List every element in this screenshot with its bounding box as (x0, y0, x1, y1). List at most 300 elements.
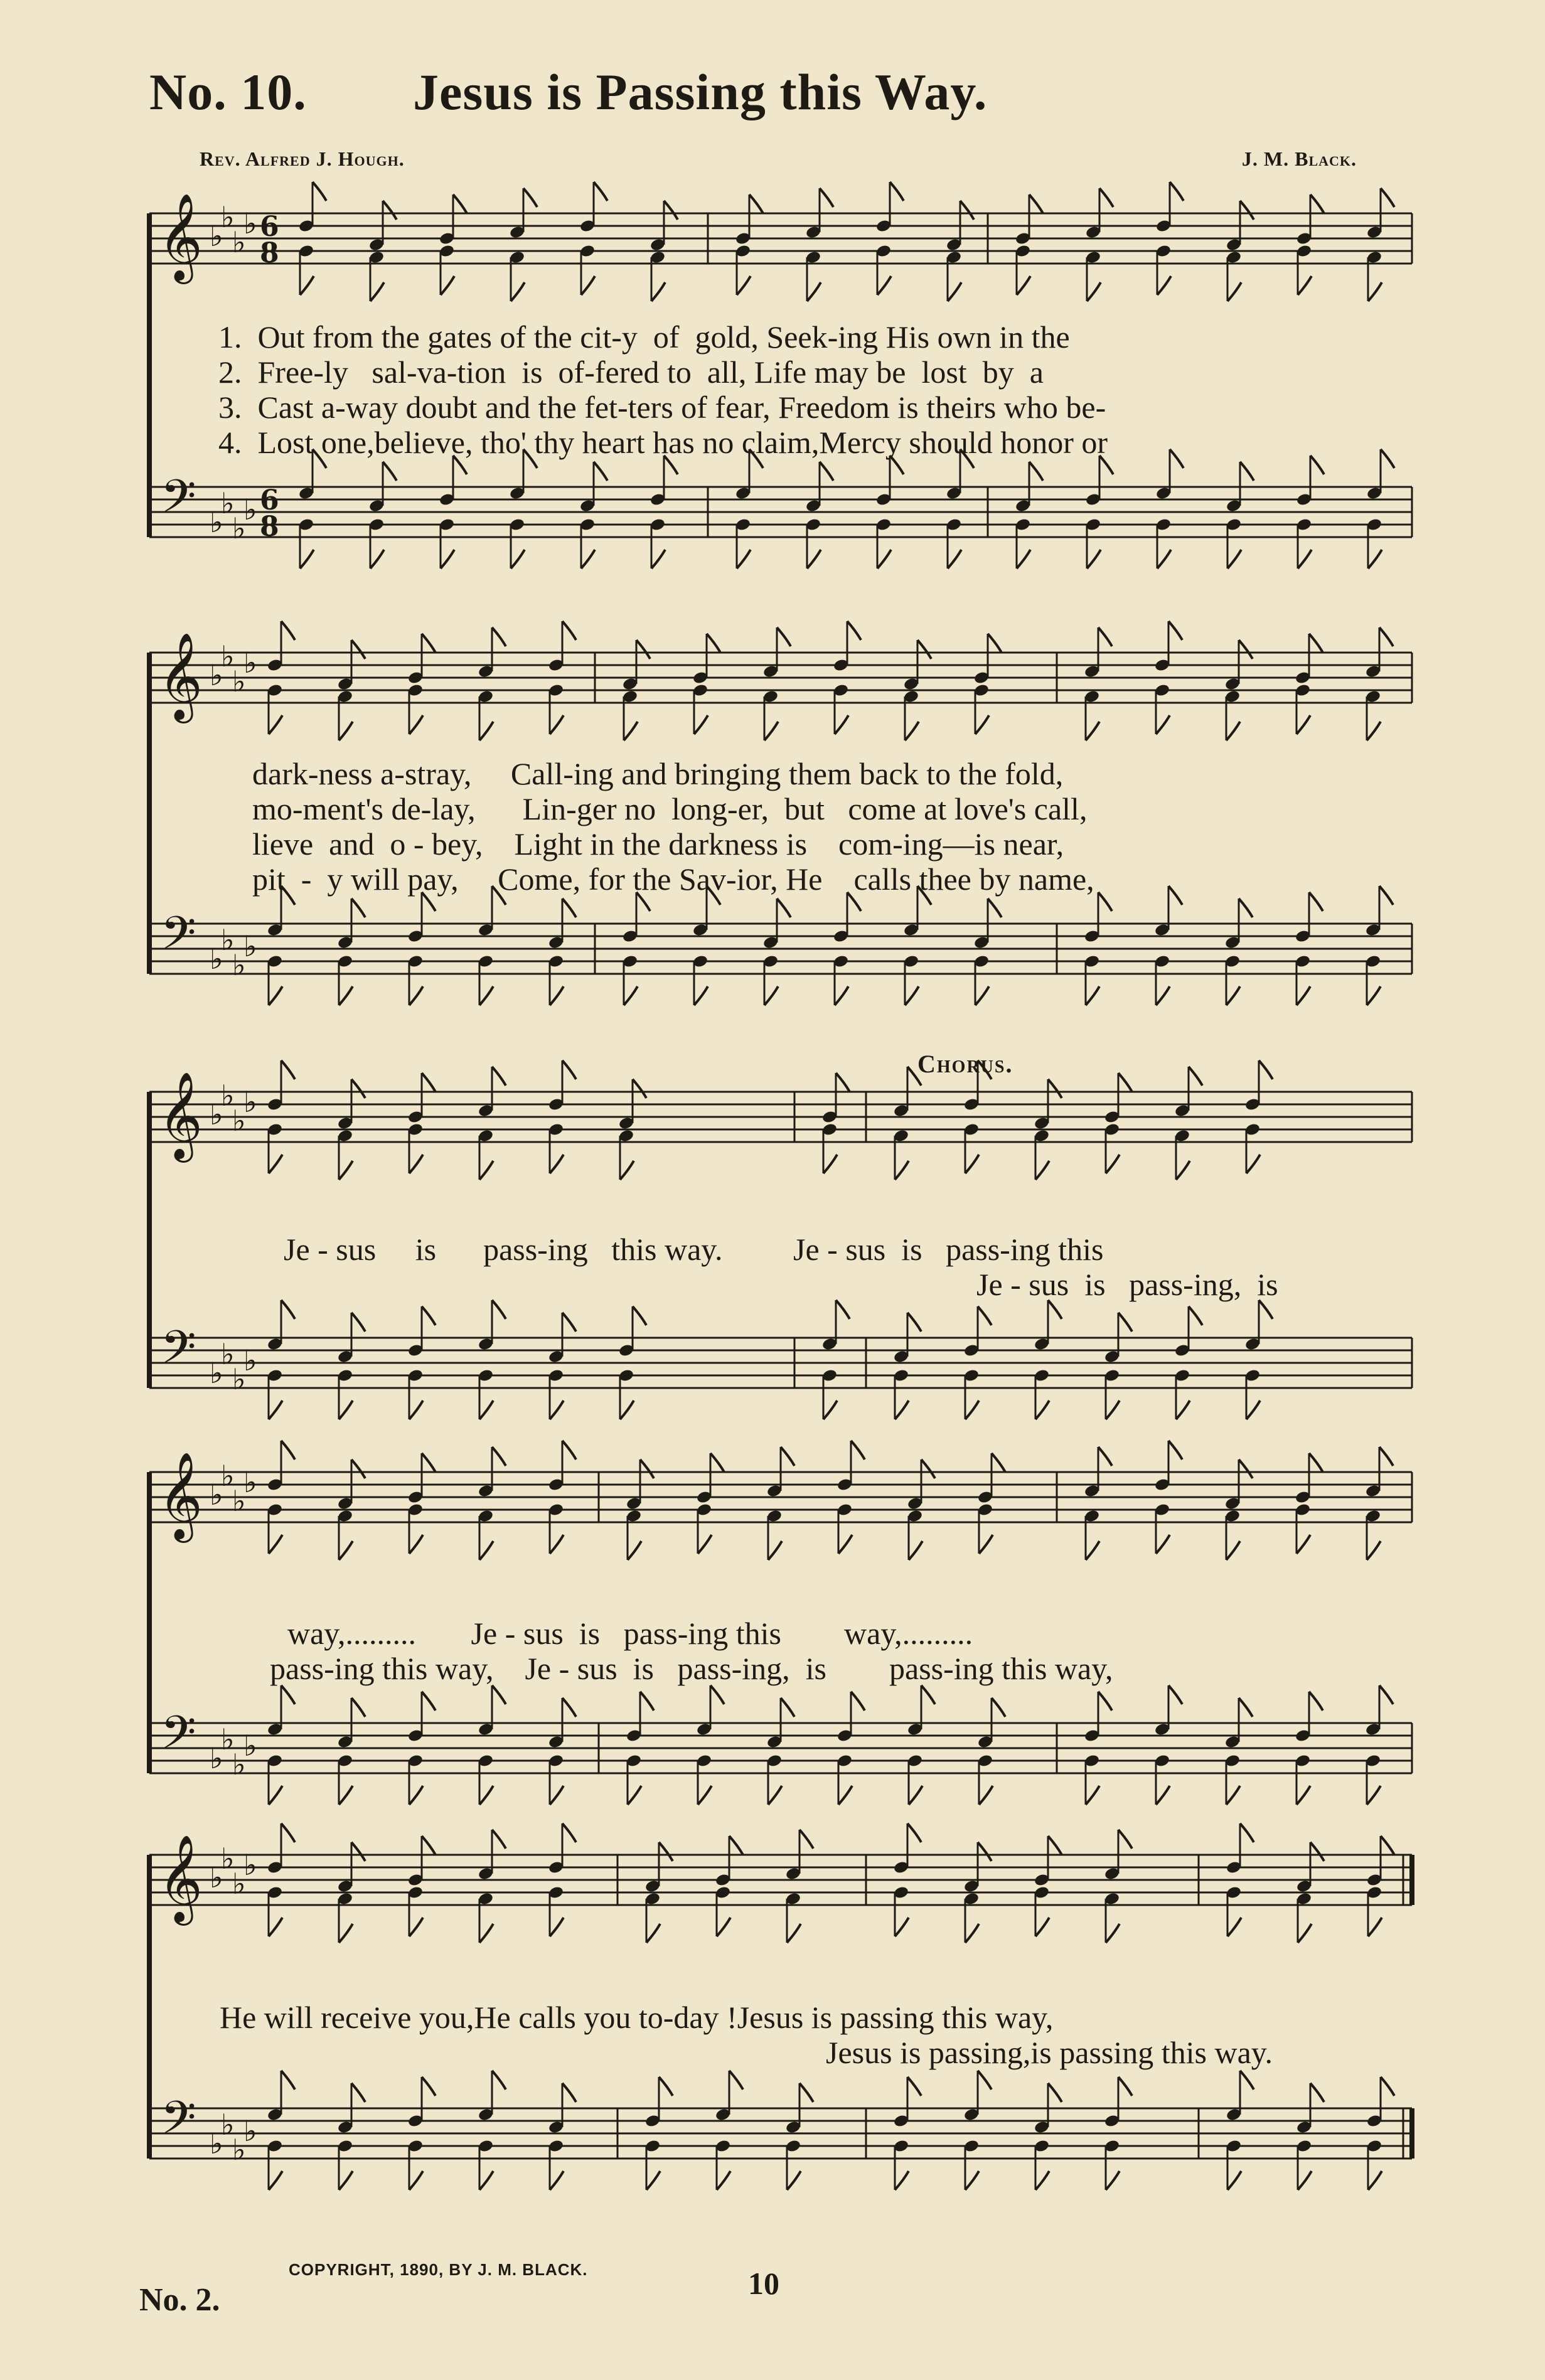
system-2-soprano-note-flag (422, 634, 436, 653)
system-5-soprano-note-flag (659, 1842, 673, 1861)
system-3-soprano-note-flag (351, 1079, 365, 1098)
system-5-soprano-note-flag (729, 1836, 743, 1855)
system-3-soprano-note-flag (562, 1060, 576, 1079)
system-5-alto-note-flag (1106, 1924, 1120, 1943)
system-5-bass-note-flag (269, 2171, 282, 2190)
system-4-bass-note-flag (1296, 1786, 1310, 1805)
chorus-row-1-upper: Je - sus is pass-ing this way. Je - sus is pass-ing this (284, 1232, 1104, 1267)
system-2-alto-note-flag (269, 715, 282, 734)
system-1-soprano-note-flag (820, 188, 833, 207)
system-3-tenor-note-flag (1189, 1306, 1202, 1325)
chorus-row-2-lower: pass-ing this way, Je - sus is pass-ing, is pass-ing this way, (270, 1651, 1113, 1686)
system-4-soprano-note-flag (1098, 1447, 1112, 1466)
system-5-alto-note-flag (409, 1918, 423, 1936)
system-1-tenor-note-flag (1029, 462, 1043, 481)
system-1-alto-note-flag (1368, 282, 1382, 301)
system-4-treble-clef: 𝄞 (158, 1452, 203, 1539)
system-3-bass-note-flag (965, 1401, 979, 1419)
system-5-bass-note-flag (339, 2171, 353, 2190)
system-1-bass-note-flag (1368, 550, 1382, 568)
system-4-soprano-note-flag (992, 1453, 1005, 1472)
system-5-bass-note-flag (895, 2171, 909, 2190)
chorus-label: Chorus. (917, 1050, 1013, 1078)
system-4-soprano-note-flag (640, 1459, 654, 1478)
system-3-alto-note-flag (339, 1161, 353, 1180)
system-3-bass-note-flag (339, 1401, 353, 1419)
system-4-soprano-note-flag (851, 1441, 865, 1459)
system-3-tenor-note-flag (422, 1306, 436, 1325)
system-4-tenor-note-flag (710, 1685, 724, 1704)
system-5-alto-note-flag (1227, 1918, 1241, 1936)
system-2-tenor-note-flag (988, 899, 1002, 917)
copyright-notice: COPYRIGHT, 1890, BY J. M. BLACK. (289, 2260, 588, 2279)
system-1-alto-note-flag (1157, 276, 1171, 295)
system-4-tenor-note-flag (351, 1698, 365, 1717)
system-4-bass-note-flag (339, 1786, 353, 1805)
system-2-bass-note-flag (624, 986, 638, 1005)
system-1-bass-note-flag (651, 550, 665, 568)
system-1-alto-note-flag (300, 276, 314, 295)
system-1-soprano-note-flag (383, 201, 397, 220)
system-2-soprano-note-flag (492, 627, 506, 646)
system-2-alto-note-flag (1226, 722, 1240, 740)
system-2-bass-note-flag (1156, 986, 1170, 1005)
system-5-bass-key: ♭ (210, 2127, 223, 2160)
system-2-treble-key: ♭ (221, 639, 235, 673)
system-5-soprano-note-flag (281, 1823, 295, 1842)
system-2-bass-note-flag (1296, 986, 1310, 1005)
system-4-alto-note-flag (979, 1535, 993, 1554)
system-4-bass-note-flag (909, 1786, 922, 1805)
system-3-bass-note-flag (823, 1401, 837, 1419)
system-2-tenor-note-flag (1168, 886, 1182, 905)
system-4-bass-note-flag (1367, 1786, 1381, 1805)
system-2-alto-note-flag (1156, 715, 1170, 734)
system-1-treble-key: ♭ (210, 219, 223, 253)
system-2-soprano-note-flag (562, 621, 576, 640)
system-5-bass-note-flag (1368, 2171, 1382, 2190)
system-1-tenor-note-flag (1310, 456, 1324, 474)
system-5-alto-note-flag (339, 1924, 353, 1943)
system-5-alto-note-flag (479, 1924, 493, 1943)
system-5-soprano-note-flag (562, 1823, 576, 1842)
system-5-tenor-note-flag (1048, 2083, 1062, 2102)
system-2-treble-key: ♭ (243, 646, 257, 680)
system-1-treble-clef: 𝄞 (158, 193, 203, 280)
system-3-alto-note-flag (1106, 1155, 1120, 1173)
system-4-soprano-note-flag (1168, 1441, 1182, 1459)
system-1-alto-note-flag (651, 282, 665, 301)
system-2-soprano-note-flag (1098, 627, 1112, 646)
system-3-treble-clef: 𝄞 (158, 1072, 203, 1159)
system-5-soprano-note-flag (492, 1830, 506, 1849)
system-5-alto-note-flag (717, 1918, 730, 1936)
system-1-alto-note-flag (441, 276, 454, 295)
system-1-bass-note-flag (948, 550, 961, 568)
system-4-soprano-note-flag (1239, 1459, 1253, 1478)
system-1-bass-note-flag (441, 550, 454, 568)
system-4-bass-note-flag (979, 1786, 993, 1805)
system-4-alto-note-flag (909, 1541, 922, 1560)
system-4-alto-note-flag (1086, 1541, 1099, 1560)
system-2-alto-note-flag (624, 722, 638, 740)
system-3-tenor-note-flag (978, 1306, 992, 1325)
system-5-bass-note-flag (1298, 2171, 1312, 2190)
system-4-bass-key: ♭ (243, 1729, 257, 1763)
verse-2-line-1: 2. Free-ly sal-va-tion is of-fered to all, Life may be lost by a (218, 355, 1044, 390)
system-4-bass-note-flag (1226, 1786, 1240, 1805)
system-5-tenor-note-flag (907, 2077, 921, 2096)
system-5-tenor-note-flag (1381, 2077, 1394, 2096)
system-1-alto-note-flag (1298, 276, 1312, 295)
system-2-bass-note-flag (1086, 986, 1099, 1005)
system-1-bass-note-flag (1298, 550, 1312, 568)
system-4-bass-note-flag (1156, 1786, 1170, 1805)
system-2-soprano-note-flag (988, 634, 1002, 653)
system-4-alto-note-flag (409, 1535, 423, 1554)
system-2-alto-note-flag (1367, 722, 1381, 740)
system-5-bass-note-flag (550, 2171, 564, 2190)
system-5-soprano-note-flag (799, 1830, 813, 1849)
system-2-bass-key: ♭ (232, 948, 246, 982)
system-4-treble-key: ♭ (243, 1465, 257, 1499)
system-4-bass-note-flag (1086, 1786, 1099, 1805)
system-5-tenor-note-flag (1240, 2071, 1254, 2089)
system-2-soprano-note-flag (351, 640, 365, 659)
system-4-alto-note-flag (698, 1535, 712, 1554)
system-4-bass-note-flag (479, 1786, 493, 1805)
system-5-treble-key: ♭ (243, 1848, 257, 1882)
system-4-bass-note-flag (628, 1786, 641, 1805)
system-3-tenor-note-flag (907, 1313, 921, 1331)
system-3-soprano-note-flag (1259, 1060, 1273, 1079)
system-4-alto-note-flag (768, 1541, 782, 1560)
author-credit: Rev. Alfred J. Hough. (200, 147, 405, 170)
system-1-alto-note-flag (511, 282, 525, 301)
system-4-tenor-note-flag (921, 1685, 935, 1704)
system-2-bass-clef: 𝄢 (161, 906, 196, 971)
system-3-soprano-note-flag (492, 1067, 506, 1086)
system-1-bass-time: 8 (260, 511, 279, 543)
system-3-bass-note-flag (1176, 1401, 1190, 1419)
verse-1-line-2: dark-ness a-stray, Call-ing and bringing them back to the fold, (252, 756, 1064, 791)
system-2-bass-note-flag (835, 986, 848, 1005)
system-2-soprano-note-flag (1168, 621, 1182, 640)
system-5-bass-note-flag (646, 2171, 660, 2190)
system-3-alto-note-flag (409, 1155, 423, 1173)
system-5-alto-note-flag (787, 1924, 801, 1943)
system-4-tenor-note-flag (1379, 1685, 1393, 1704)
system-5-tenor-note-flag (422, 2077, 436, 2096)
system-1-bass-note-flag (1157, 550, 1171, 568)
system-1-soprano-note-flag (1381, 188, 1394, 207)
system-2-bass-note-flag (339, 986, 353, 1005)
system-2-alto-note-flag (905, 722, 919, 740)
system-3-tenor-note-flag (1259, 1300, 1273, 1319)
system-3-treble-key: ♭ (221, 1079, 235, 1113)
system-4-bass-key: ♭ (232, 1748, 246, 1781)
system-5-soprano-note-flag (978, 1842, 992, 1861)
system-1-alto-note-flag (1227, 282, 1241, 301)
system-2-soprano-note-flag (1379, 627, 1393, 646)
system-2-alto-note-flag (409, 715, 423, 734)
system-1-bass-note-flag (370, 550, 384, 568)
system-3-tenor-note-flag (492, 1300, 506, 1319)
system-1-tenor-note-flag (594, 462, 607, 481)
system-4-soprano-note-flag (281, 1441, 295, 1459)
system-5-bass-note-flag (1106, 2171, 1120, 2190)
system-4-bass-note-flag (409, 1786, 423, 1805)
system-5-bass-note-flag (409, 2171, 423, 2190)
system-3-bass-note-flag (479, 1401, 493, 1419)
system-3-treble-key: ♭ (243, 1085, 257, 1119)
system-4-tenor-note-flag (562, 1698, 576, 1717)
system-1-tenor-note-flag (1240, 462, 1254, 481)
system-5-tenor-note-flag (1118, 2077, 1132, 2096)
system-1-bass-note-flag (1017, 550, 1030, 568)
system-1-bass-key: ♭ (221, 486, 235, 520)
system-3-soprano-note-flag (836, 1073, 850, 1092)
system-3-alto-note-flag (895, 1161, 909, 1180)
system-4-soprano-note-flag (422, 1453, 436, 1472)
system-3-tenor-note-flag (1118, 1313, 1132, 1331)
system-3-bass-note-flag (269, 1401, 282, 1419)
system-2-alto-note-flag (975, 715, 989, 734)
system-1-soprano-note-flag (1029, 195, 1043, 213)
system-1-alto-note-flag (1087, 282, 1101, 301)
system-1-bass-note-flag (737, 550, 751, 568)
system-5-soprano-note-flag (1381, 1836, 1394, 1855)
system-3-tenor-note-flag (351, 1313, 365, 1331)
page-number: 10 (748, 2266, 779, 2301)
system-3-soprano-note-flag (281, 1060, 295, 1079)
system-3-alto-note-flag (1176, 1161, 1190, 1180)
system-4-tenor-note-flag (281, 1685, 295, 1704)
system-1-treble-key: ♭ (243, 206, 257, 240)
system-2-tenor-note-flag (1098, 892, 1112, 911)
system-4-treble-key: ♭ (221, 1459, 235, 1493)
system-2-bass-note-flag (409, 986, 423, 1005)
system-2-bass-key: ♭ (221, 923, 235, 957)
system-4-soprano-note-flag (781, 1447, 794, 1466)
system-3-soprano-note-flag (422, 1073, 436, 1092)
system-1-soprano-note-flag (453, 195, 467, 213)
system-3-treble-key: ♭ (210, 1097, 223, 1131)
system-5-alto-note-flag (1035, 1918, 1049, 1936)
system-1-bass-clef: 𝄢 (161, 469, 196, 534)
system-2-bass-note-flag (550, 986, 564, 1005)
system-4-alto-note-flag (479, 1541, 493, 1560)
system-4-bass-note-flag (550, 1786, 564, 1805)
system-4-alto-note-flag (1367, 1541, 1381, 1560)
system-2-bass-note-flag (1226, 986, 1240, 1005)
system-5-alto-note-flag (1368, 1918, 1382, 1936)
system-1-tenor-note-flag (1170, 449, 1184, 468)
system-5-bass-key: ♭ (232, 2133, 246, 2167)
system-2-soprano-note-flag (281, 621, 295, 640)
book-number: No. 2. (139, 2282, 220, 2318)
system-2-alto-note-flag (339, 722, 353, 740)
system-1-soprano-note-flag (960, 201, 974, 220)
system-1-bass-note-flag (511, 550, 525, 568)
system-4-alto-note-flag (339, 1541, 353, 1560)
system-3-bass-key: ♭ (232, 1362, 246, 1396)
system-5-bass-key: ♭ (221, 2108, 235, 2142)
hymn-number: No. 10. (149, 63, 307, 120)
system-2-tenor-note-flag (351, 899, 365, 917)
system-1-soprano-note-flag (1099, 188, 1113, 207)
system-4-bass-note-flag (768, 1786, 782, 1805)
system-3-treble-key: ♭ (232, 1104, 246, 1138)
chorus-row-1-lower: Je - sus is pass-ing, is (976, 1267, 1278, 1302)
system-2-tenor-note-flag (562, 899, 576, 917)
system-1-bass-note-flag (581, 550, 595, 568)
system-4-tenor-note-flag (1098, 1692, 1112, 1710)
system-3-bass-key: ♭ (243, 1343, 257, 1377)
verse-3-line-2: lieve and o - bey, Light in the darkness is com-ing—is near, (252, 826, 1064, 862)
system-3-soprano-note-flag (1118, 1073, 1132, 1092)
system-2-bass-note-flag (1367, 986, 1381, 1005)
system-5-tenor-note-flag (492, 2071, 506, 2089)
system-4-alto-note-flag (1296, 1535, 1310, 1554)
system-4-treble-key: ♭ (210, 1478, 223, 1512)
system-2-alto-note-flag (479, 722, 493, 740)
system-2-tenor-note-flag (1239, 899, 1253, 917)
system-1-bass-note-flag (300, 550, 314, 568)
system-5-tenor-note-flag (978, 2071, 992, 2089)
system-4-alto-note-flag (269, 1535, 282, 1554)
verse-1-line-1: 1. Out from the gates of the cit-y of gold, Seek-ing His own in the (218, 319, 1070, 355)
system-5-tenor-note-flag (281, 2071, 295, 2089)
system-3-tenor-note-flag (1048, 1300, 1062, 1319)
system-2-alto-note-flag (550, 715, 564, 734)
system-2-alto-note-flag (1296, 715, 1310, 734)
system-3-tenor-note-flag (281, 1300, 295, 1319)
system-1-soprano-note-flag (1310, 195, 1324, 213)
system-5-tenor-note-flag (351, 2083, 365, 2102)
system-4-soprano-note-flag (1379, 1447, 1393, 1466)
system-1-alto-note-flag (1017, 276, 1030, 295)
system-3-soprano-note-flag (1189, 1067, 1202, 1086)
system-1-bass-key: ♭ (232, 511, 246, 545)
system-2-treble-key: ♭ (232, 664, 246, 698)
system-4-alto-note-flag (1226, 1541, 1240, 1560)
system-5-alto-note-flag (269, 1918, 282, 1936)
system-3-alto-note-flag (1035, 1161, 1049, 1180)
system-3-tenor-note-flag (633, 1306, 646, 1325)
system-5-bass-note-flag (479, 2171, 493, 2190)
system-4-tenor-note-flag (1168, 1685, 1182, 1704)
system-4-alto-note-flag (1156, 1535, 1170, 1554)
verse-3-line-1: 3. Cast a-way doubt and the fet-ters of fear, Freedom is theirs who be- (218, 390, 1106, 425)
system-1-alto-note-flag (737, 276, 751, 295)
system-2-bass-note-flag (694, 986, 708, 1005)
system-5-soprano-note-flag (907, 1823, 921, 1842)
system-2-bass-key: ♭ (210, 942, 223, 976)
chorus-row-3-lower: Jesus is passing,is passing this way. (826, 2035, 1273, 2070)
system-4-tenor-note-flag (781, 1698, 794, 1717)
system-1-bass-note-flag (1087, 550, 1101, 568)
system-2-bass-note-flag (479, 986, 493, 1005)
system-1-soprano-note-flag (1240, 201, 1254, 220)
system-5-alto-note-flag (895, 1918, 909, 1936)
system-1-soprano-note-flag (890, 182, 904, 201)
system-5-tenor-note-flag (1310, 2083, 1324, 2102)
verse-4-line-1: 4. Lost one,believe, tho' thy heart has no claim,Mercy should honor or (218, 425, 1108, 460)
system-4-bass-clef: 𝄢 (161, 1705, 196, 1770)
system-4-alto-note-flag (628, 1541, 641, 1560)
system-2-bass-note-flag (764, 986, 778, 1005)
system-1-alto-note-flag (948, 282, 961, 301)
system-5-bass-note-flag (717, 2171, 730, 2190)
system-4-bass-key: ♭ (221, 1722, 235, 1756)
system-1-bass-key: ♭ (210, 505, 223, 539)
system-2-soprano-note-flag (1309, 634, 1323, 653)
system-3-bass-note-flag (1035, 1401, 1049, 1419)
system-3-soprano-note-flag (1048, 1079, 1062, 1098)
system-4-tenor-note-flag (640, 1692, 654, 1710)
system-1-alto-note-flag (581, 276, 595, 295)
system-1-soprano-note-flag (594, 182, 607, 201)
system-4-soprano-note-flag (492, 1447, 506, 1466)
system-2-alto-note-flag (835, 715, 848, 734)
system-5-treble-key: ♭ (210, 1860, 223, 1894)
system-5-alto-note-flag (646, 1924, 660, 1943)
system-4-bass-note-flag (698, 1786, 712, 1805)
system-4-soprano-note-flag (562, 1441, 576, 1459)
system-1-bass-key: ♭ (243, 493, 257, 526)
system-3-bass-clef: 𝄢 (161, 1320, 196, 1385)
system-4-treble-key: ♭ (232, 1484, 246, 1518)
system-4-tenor-note-flag (422, 1692, 436, 1710)
system-1-alto-note-flag (807, 282, 821, 301)
system-4-soprano-note-flag (1309, 1453, 1323, 1472)
system-1-soprano-note-flag (523, 188, 537, 207)
system-4-tenor-note-flag (1309, 1692, 1323, 1710)
hymn-title: Jesus is Passing this Way. (413, 63, 988, 120)
system-1-treble-key: ♭ (221, 200, 235, 234)
verse-4-line-2: pit - y will pay, Come, for the Sav-ior, He calls thee by name, (252, 862, 1094, 897)
system-3-bass-note-flag (895, 1401, 909, 1419)
system-2-tenor-note-flag (777, 899, 791, 917)
system-1-bass-note-flag (807, 550, 821, 568)
system-2-treble-clef: 𝄞 (158, 632, 203, 720)
system-3-bass-note-flag (620, 1401, 634, 1419)
chorus-row-3-upper: He will receive you,He calls you to-day !Jesus is passing this way, (220, 2000, 1054, 2035)
system-4-alto-note-flag (550, 1535, 564, 1554)
system-5-soprano-note-flag (1240, 1823, 1254, 1842)
system-2-bass-note-flag (269, 986, 282, 1005)
system-5-tenor-note-flag (659, 2077, 673, 2096)
system-4-tenor-note-flag (851, 1692, 865, 1710)
system-3-alto-note-flag (269, 1155, 282, 1173)
verse-2-line-2: mo-ment's de-lay, Lin-ger no long-er, but come at love's call, (252, 791, 1088, 826)
system-1-treble-time: 8 (260, 237, 279, 269)
system-3-bass-note-flag (1106, 1401, 1120, 1419)
system-2-soprano-note-flag (777, 627, 791, 646)
system-5-soprano-note-flag (1048, 1836, 1062, 1855)
system-5-alto-note-flag (965, 1924, 979, 1943)
system-2-tenor-note-flag (1309, 892, 1323, 911)
system-3-alto-note-flag (1246, 1155, 1260, 1173)
system-1-bass-note-flag (1227, 550, 1241, 568)
system-2-soprano-note-flag (636, 640, 650, 659)
system-1-treble-time: 6 (260, 211, 279, 243)
system-5-bass-note-flag (965, 2171, 979, 2190)
system-2-alto-note-flag (694, 715, 708, 734)
system-4-soprano-note-flag (710, 1453, 724, 1472)
system-3-bass-note-flag (409, 1401, 423, 1419)
